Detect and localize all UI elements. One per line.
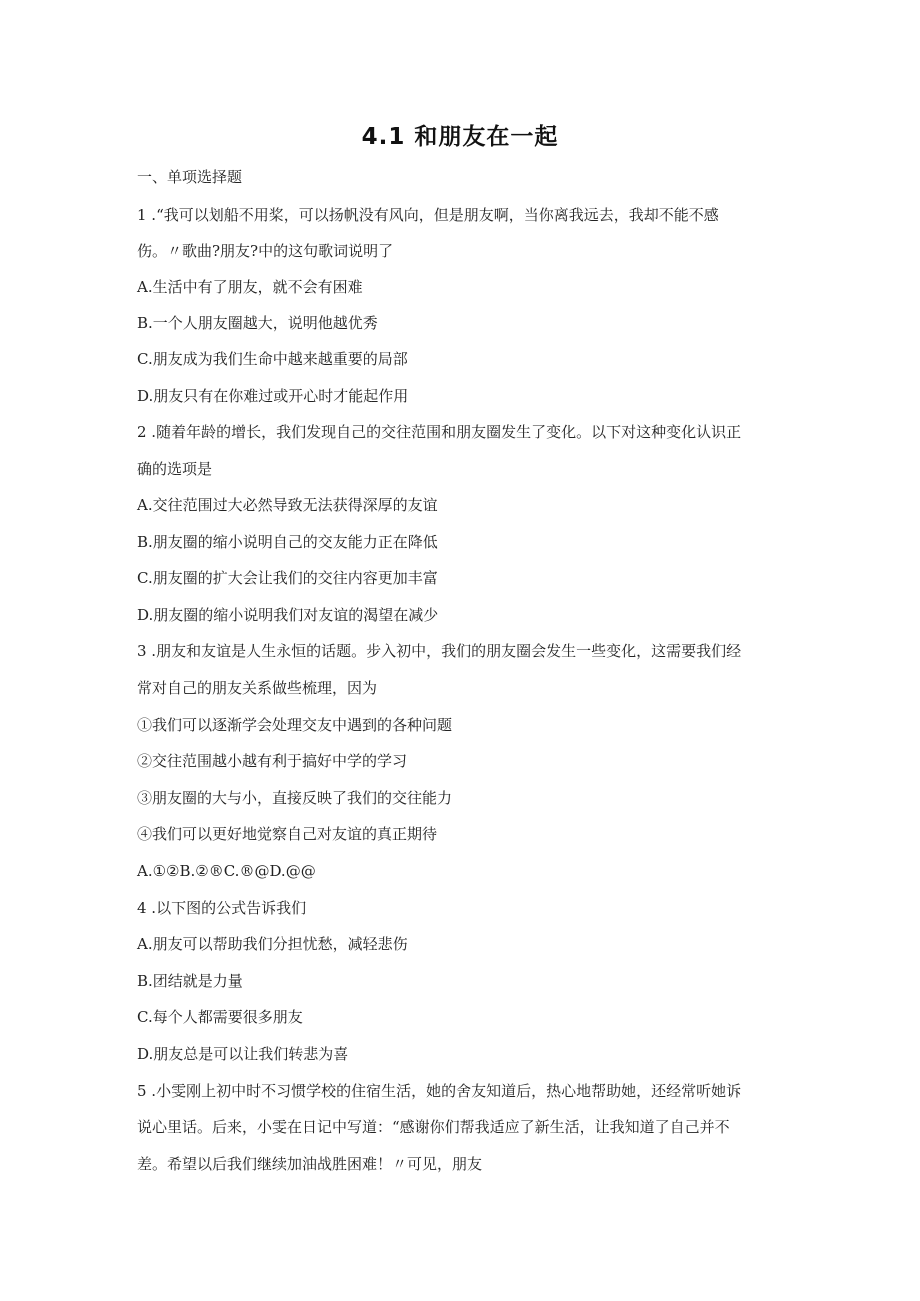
question-4-option-b: B.团结就是力量 xyxy=(137,972,243,990)
question-3-options: A.①②B.②®C.®@D.@@ xyxy=(137,862,316,880)
question-5-line-3: 差。希望以后我们继续加油战胜困难！〃可见，朋友 xyxy=(137,1155,483,1173)
question-5-line-2: 说心里话。后来，小雯在日记中写道：“感谢你们帮我适应了新生活，让我知道了自己并不 xyxy=(137,1118,730,1136)
question-2-option-a: A.交往范围过大必然导致无法获得深厚的友谊 xyxy=(137,496,438,514)
question-1-line-1: 1 .“我可以划船不用桨，可以扬帆没有风向，但是朋友啊，当你离我远去，我却不能不感 xyxy=(137,206,719,224)
section-heading: 一、单项选择题 xyxy=(137,168,243,186)
question-4-option-c: C.每个人都需要很多朋友 xyxy=(137,1008,303,1026)
question-2-line-1: 2 .随着年龄的增长，我们发现自己的交往范围和朋友圈发生了变化。以下对这种变化认识正 xyxy=(137,423,742,441)
question-4-line-1: 4 .以下图的公式告诉我们 xyxy=(137,899,307,917)
question-1-option-a: A.生活中有了朋友，就不会有困难 xyxy=(137,278,363,296)
question-3-statement-1: ①我们可以逐渐学会处理交友中遇到的各种问题 xyxy=(137,716,453,734)
question-5-line-1: 5 .小雯刚上初中时不习惯学校的住宿生活，她的舍友知道后，热心地帮助她，还经常听她诉 xyxy=(137,1082,742,1100)
question-1-option-c: C.朋友成为我们生命中越来越重要的局部 xyxy=(137,350,408,368)
question-2-option-d: D.朋友圈的缩小说明我们对友谊的渴望在减少 xyxy=(137,606,439,624)
question-1-line-2: 伤。〃歌曲?朋友?中的这句歌词说明了 xyxy=(137,242,394,260)
question-1-option-d: D.朋友只有在你难过或开心时才能起作用 xyxy=(137,387,409,405)
question-2-option-b: B.朋友圈的缩小说明自己的交友能力正在降低 xyxy=(137,533,438,551)
question-4-option-a: A.朋友可以帮助我们分担忧愁，减轻悲伤 xyxy=(137,935,408,953)
page-title: 4.1 和朋友在一起 xyxy=(361,124,559,150)
question-3-line-1: 3 .朋友和友谊是人生永恒的话题。步入初中，我们的朋友圈会发生一些变化，这需要我们经 xyxy=(137,642,742,660)
question-2-line-2: 确的选项是 xyxy=(137,460,213,478)
question-2-option-c: C.朋友圈的扩大会让我们的交往内容更加丰富 xyxy=(137,569,438,587)
question-1-option-b: B.一个人朋友圈越大，说明他越优秀 xyxy=(137,314,378,332)
question-3-statement-2: ②交往范围越小越有利于搞好中学的学习 xyxy=(137,752,408,770)
question-3-line-2: 常对自己的朋友关系做些梳理，因为 xyxy=(137,679,378,697)
question-4-option-d: D.朋友总是可以让我们转悲为喜 xyxy=(137,1045,349,1063)
question-3-statement-3: ③朋友圈的大与小，直接反映了我们的交往能力 xyxy=(137,789,453,807)
question-3-statement-4: ④我们可以更好地觉察自己对友谊的真正期待 xyxy=(137,825,438,843)
